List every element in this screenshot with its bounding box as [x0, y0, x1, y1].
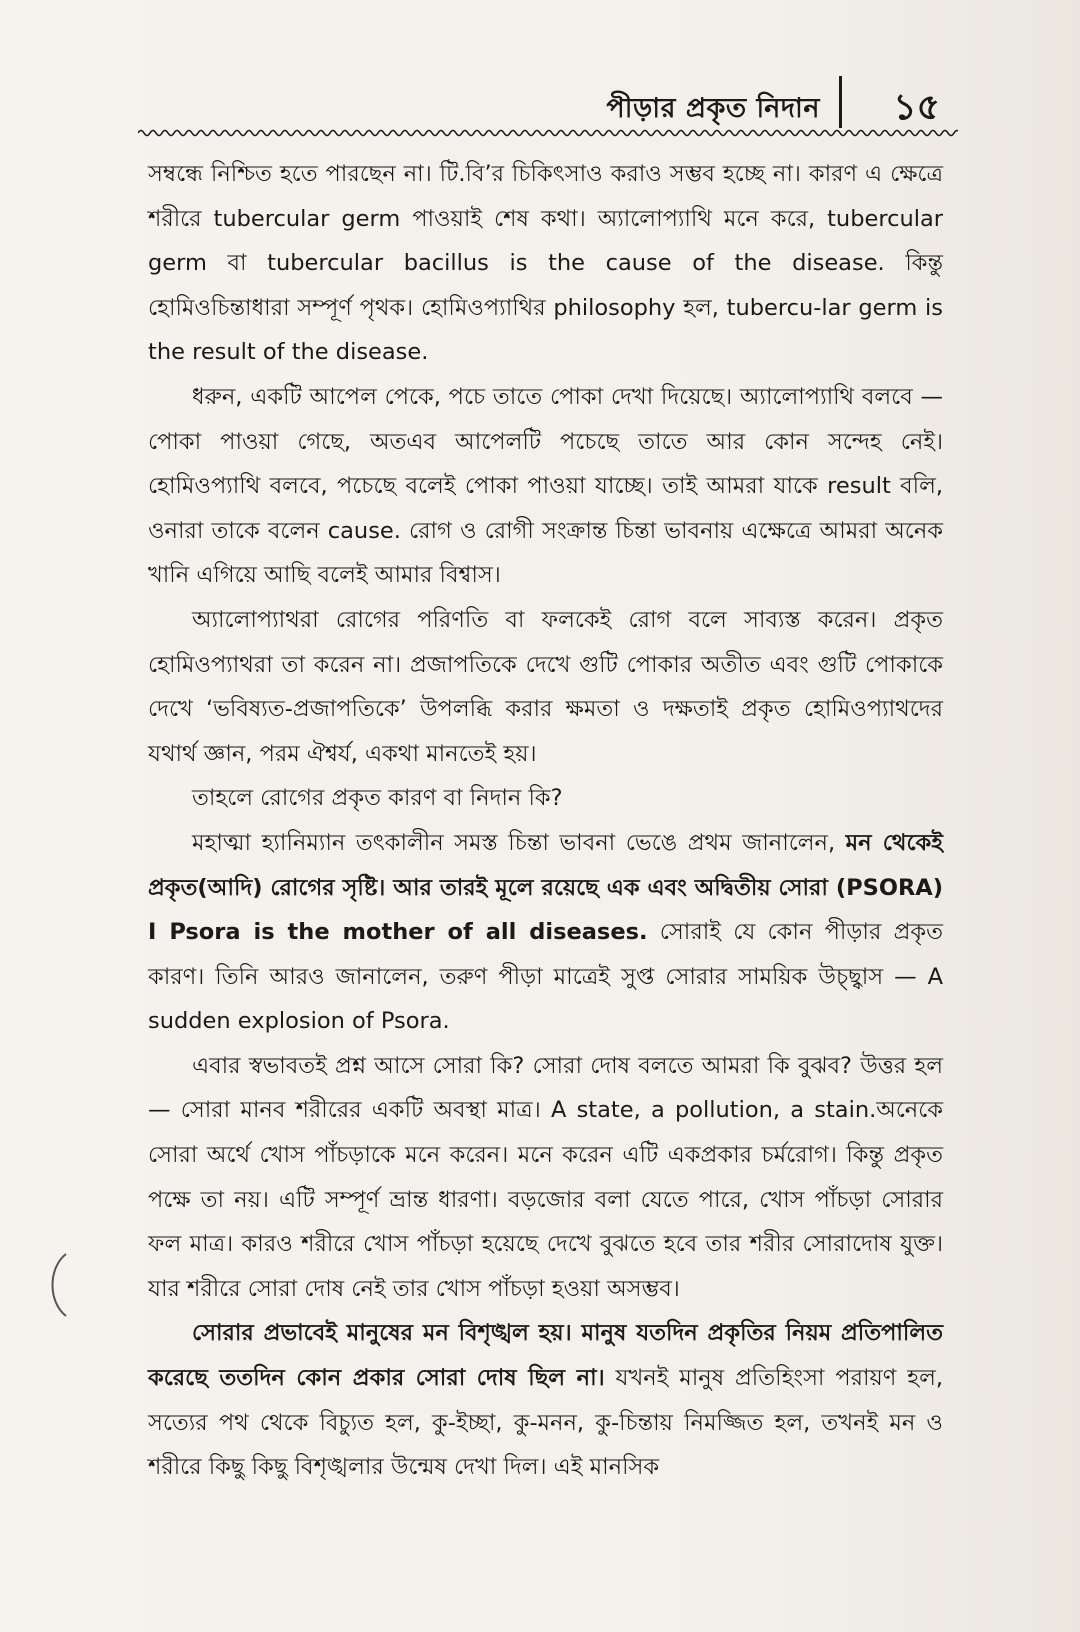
margin-bracket-mark — [42, 1250, 72, 1320]
hahnemann-intro: মহাত্মা হ্যানিম্যান তৎকালীন সমস্ত চিন্তা ভাবনা ভেঙে প্রথম জানালেন, — [192, 829, 846, 856]
paragraph-hahnemann — [148, 821, 943, 1044]
hahnemann-continuation: সোরাই যে কোন পীড়ার প্রকৃত কারণ। তিনি আরও জানালেন, তরুণ পীড়া মাত্রেই সুপ্ত সোরার সাময়িক উচ্ছ্বাস — A sudden explosion of Psora. — [148, 919, 944, 1035]
paragraph-question: তাহলে রোগের প্রকৃত কারণ বা নিদান কি? — [192, 785, 563, 812]
wavy-rule — [138, 126, 958, 140]
final-emphasis: সোরার প্রভাবেই মানুষের মন বিশৃঙ্খল হয়। মানুষ যতদিন প্রকৃতির নিয়ম প্রতিপালিত করেছে ততদিন কোন প্রকার সোরা দোষ ছিল না। — [148, 1320, 943, 1392]
paragraph-2: ধরুন, একটি আপেল পেকে, পচে তাতে পোকা দেখা দিয়েছে। অ্যালোপ্যাথি বলবে — পোকা পাওয়া গেছে, অতএব আপেলটি পচেছে তাতে আর কোন সন্দেহ নেই। হোমিওপ্যাথি বলবে, পচেছে বলেই পোকা পাওয়া যাচ্ছে। তাই আমরা যাকে result বলি, ওনারা তাকে বলেন cause. রোগ ও রোগী সংক্রান্ত চিন্তা ভাবনায় এক্ষেত্রে আমরা অনেক খানি এগিয়ে আছি বলেই আমার বিশ্বাস। — [148, 383, 943, 589]
header-divider — [839, 76, 842, 128]
paragraph-psora-definition: এবার স্বভাবতই প্রশ্ন আসে সোরা কি? সোরা দোষ বলতে আমরা কি বুঝব? উত্তর হল — সোরা মানব শরীরের একটি অবস্থা মাত্র। A state, a pollution, a stain.অনেকে সোরা অর্থে খোস পাঁচড়াকে মনে করেন। মনে করেন এটি একপ্রকার চর্মরোগ। কিন্তু প্রকৃত পক্ষে তা নয়। এটি সম্পূর্ণ ভ্রান্ত ধারণা। বড়জোর বলা যেতে পারে, খোস পাঁচড়া সোরার ফল মাত্র। কারও শরীরে খোস পাঁচড়া হয়েছে দেখে বুঝতে হবে তার শরীর সোরাদোষ যুক্ত। যার শরীরে সোরা দোষ নেই তার খোস পাঁচড়া হওয়া অসম্ভব। — [148, 1052, 943, 1302]
paragraph-final — [148, 1311, 943, 1489]
hahnemann-emphasis: মন থেকেই প্রকৃত(আদি) রোগের সৃষ্টি। আর তারই মূলে রয়েছে এক এবং অদ্বিতীয় সোরা (PSORA) I Psora is the mother of all diseases. — [148, 829, 943, 946]
body-text — [148, 152, 943, 1490]
running-title: পীড়ার প্রকৃত নিদান — [606, 93, 820, 124]
page-header — [130, 70, 960, 132]
final-continuation: যখনই মানুষ প্রতিহিংসা পরায়ণ হল, সত্যের পথ থেকে বিচ্যুত হল, কু-ইচ্ছা, কু-মনন, কু-চিন্তায় নিমজ্জিত হল, তখনই মন ও শরীরে কিছু কিছু বিশৃঙ্খলার উন্মেষ দেখা দিল। এই মানসিক — [148, 1365, 943, 1481]
page-number: ১৫ — [893, 87, 940, 128]
paragraph-3: অ্যালোপ্যাথরা রোগের পরিণতি বা ফলকেই রোগ বলে সাব্যস্ত করেন। প্রকৃত হোমিওপ্যাথরা তা করেন না। প্রজাপতিকে দেখে গুটি পোকার অতীত এবং গুটি পোকাকে দেখে ‘ভবিষ্যত-প্রজাপতিকে’ উপলব্ধি করার ক্ষমতা ও দক্ষতাই প্রকৃত হোমিওপ্যাথদের যথার্থ জ্ঞান, পরম ঐশ্বর্য, একথা মানতেই হয়। — [148, 606, 943, 767]
paragraph-1: সম্বন্ধে নিশ্চিত হতে পারছেন না। টি.বি’র চিকিৎসাও করাও সম্ভব হচ্ছে না। কারণ এ ক্ষেত্রে শরীরে tubercular germ পাওয়াই শেষ কথা। অ্যালোপ্যাথি মনে করে, tubercular germ বা tubercular bacillus is the cause of the disease. কিন্তু হোমিওচিন্তাধারা সম্পূর্ণ পৃথক। হোমিওপ্যাথির philosophy হল, tubercu-lar germ is the result of the disease. — [148, 161, 943, 366]
